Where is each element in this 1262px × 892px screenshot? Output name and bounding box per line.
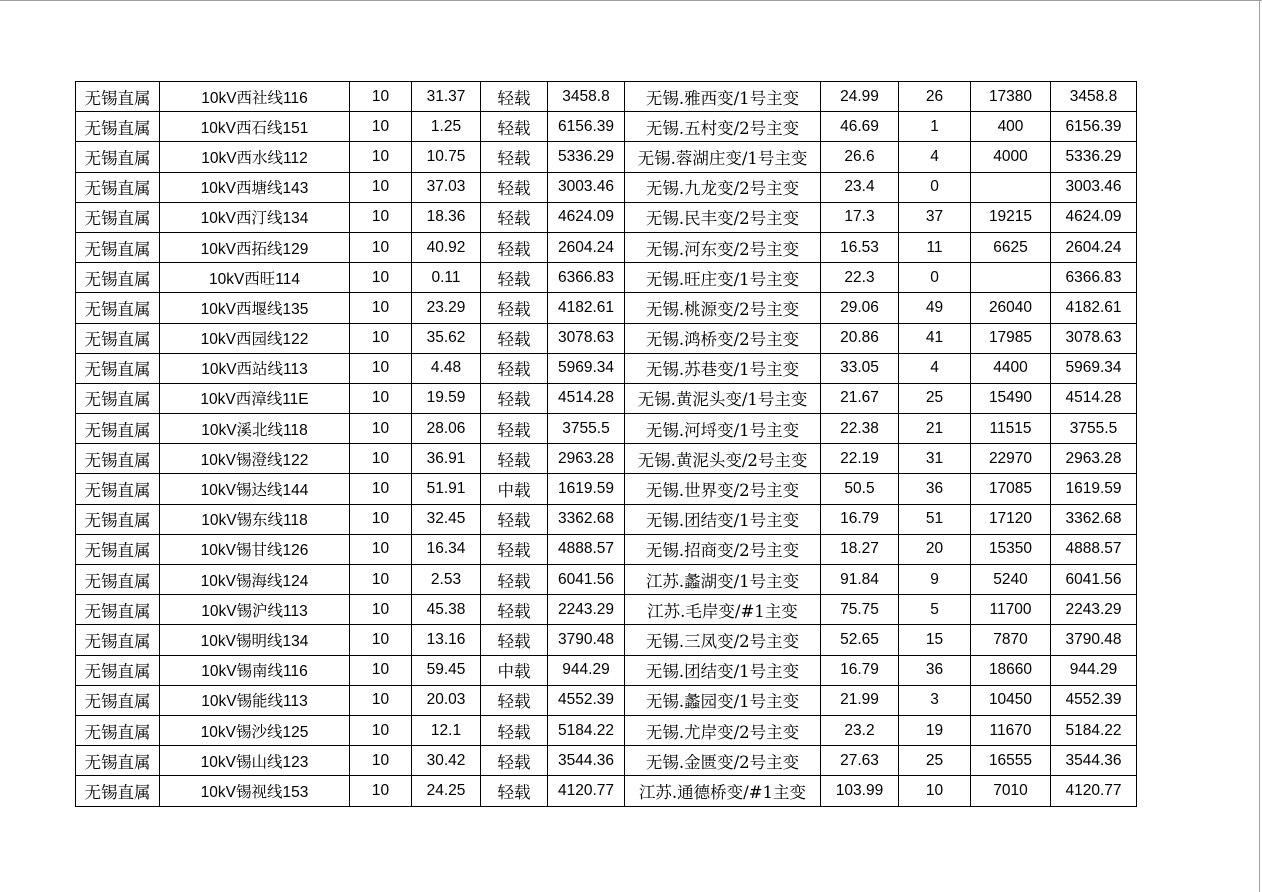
- line-name-cell: 10kV西旺114: [160, 263, 350, 293]
- table-row: [76, 353, 1137, 383]
- line-name-cell: 10kV锡甘线126: [160, 534, 350, 564]
- transformer-cell: 无锡.招商变/2号主变: [625, 534, 821, 564]
- user-count-cell: 5: [899, 595, 971, 625]
- load-rate-cell: 51.91: [412, 474, 481, 504]
- capacity-cell: 2604.24: [548, 232, 625, 262]
- load-rate-cell: 23.29: [412, 293, 481, 323]
- load-status-cell: 中载: [481, 474, 548, 504]
- unit-cell: 无锡直属: [76, 565, 160, 595]
- load-rate-cell: 31.37: [412, 82, 481, 112]
- transformer-cell: 无锡.团结变/1号主变: [625, 504, 821, 534]
- table-row: [76, 685, 1137, 715]
- user-count-cell: 0: [899, 263, 971, 293]
- transformer-load-cell: 22.38: [821, 414, 899, 444]
- transformer-load-cell: 91.84: [821, 565, 899, 595]
- line-name-cell: 10kV锡视线153: [160, 776, 350, 806]
- transformer-load-cell: 17.3: [821, 202, 899, 232]
- line-name-cell: 10kV溪北线118: [160, 414, 350, 444]
- load-status-cell: 轻载: [481, 142, 548, 172]
- capacity-cell: 4120.77: [548, 776, 625, 806]
- user-capacity-cell: 17380: [971, 82, 1051, 112]
- voltage-cell: 10: [350, 595, 412, 625]
- transformer-load-cell: 26.6: [821, 142, 899, 172]
- capacity-cell: 3458.8: [548, 82, 625, 112]
- capacity-cell: 6366.83: [548, 263, 625, 293]
- voltage-cell: 10: [350, 504, 412, 534]
- user-count-cell: 41: [899, 323, 971, 353]
- transformer-load-cell: 23.4: [821, 172, 899, 202]
- user-count-cell: 4: [899, 353, 971, 383]
- transformer-load-cell: 33.05: [821, 353, 899, 383]
- line-name-cell: 10kV西社线116: [160, 82, 350, 112]
- transformer-cell: 无锡.三凤变/2号主变: [625, 625, 821, 655]
- capacity-cell: 6041.56: [548, 565, 625, 595]
- transformer-load-cell: 22.19: [821, 444, 899, 474]
- line-name-cell: 10kV锡能线113: [160, 685, 350, 715]
- user-count-cell: 25: [899, 746, 971, 776]
- load-status-cell: 轻载: [481, 746, 548, 776]
- capacity-cell: 3362.68: [548, 504, 625, 534]
- line-name-cell: 10kV锡东线118: [160, 504, 350, 534]
- user-capacity-cell: 22970: [971, 444, 1051, 474]
- load-status-cell: 轻载: [481, 504, 548, 534]
- transformer-cell: 无锡.团结变/1号主变: [625, 655, 821, 685]
- available-capacity-cell: 3790.48: [1051, 625, 1137, 655]
- capacity-cell: 4624.09: [548, 202, 625, 232]
- capacity-cell: 4552.39: [548, 685, 625, 715]
- transformer-load-cell: 46.69: [821, 112, 899, 142]
- table-body: [76, 82, 1137, 807]
- capacity-cell: 2963.28: [548, 444, 625, 474]
- table-row: [76, 444, 1137, 474]
- load-status-cell: 轻载: [481, 323, 548, 353]
- transformer-cell: 无锡.苏巷变/1号主变: [625, 353, 821, 383]
- user-count-cell: 51: [899, 504, 971, 534]
- user-count-cell: 4: [899, 142, 971, 172]
- unit-cell: 无锡直属: [76, 685, 160, 715]
- transformer-cell: 江苏.通德桥变/#1主变: [625, 776, 821, 806]
- transformer-cell: 无锡.旺庄变/1号主变: [625, 263, 821, 293]
- user-count-cell: 20: [899, 534, 971, 564]
- transformer-cell: 无锡.鸿桥变/2号主变: [625, 323, 821, 353]
- user-capacity-cell: 11670: [971, 715, 1051, 745]
- available-capacity-cell: 6366.83: [1051, 263, 1137, 293]
- load-rate-cell: 28.06: [412, 414, 481, 444]
- line-name-cell: 10kV锡澄线122: [160, 444, 350, 474]
- table-row: [76, 746, 1137, 776]
- transformer-load-cell: 16.79: [821, 504, 899, 534]
- transformer-cell: 无锡.世界变/2号主变: [625, 474, 821, 504]
- transformer-cell: 无锡.黄泥头变/1号主变: [625, 383, 821, 413]
- page-top-border: [0, 0, 1262, 1]
- page-right-border: [1259, 0, 1260, 892]
- voltage-cell: 10: [350, 112, 412, 142]
- voltage-cell: 10: [350, 565, 412, 595]
- user-capacity-cell: 10450: [971, 685, 1051, 715]
- transformer-load-cell: 16.53: [821, 232, 899, 262]
- load-status-cell: 轻载: [481, 112, 548, 142]
- user-capacity-cell: 17120: [971, 504, 1051, 534]
- user-count-cell: 21: [899, 414, 971, 444]
- line-name-cell: 10kV西拓线129: [160, 232, 350, 262]
- load-rate-cell: 36.91: [412, 444, 481, 474]
- transformer-cell: 无锡.河埒变/1号主变: [625, 414, 821, 444]
- capacity-cell: 3790.48: [548, 625, 625, 655]
- load-status-cell: 轻载: [481, 715, 548, 745]
- transformer-load-cell: 52.65: [821, 625, 899, 655]
- table-row: [76, 414, 1137, 444]
- voltage-cell: 10: [350, 746, 412, 776]
- load-rate-cell: 16.34: [412, 534, 481, 564]
- unit-cell: 无锡直属: [76, 746, 160, 776]
- load-rate-cell: 24.25: [412, 776, 481, 806]
- load-status-cell: 轻载: [481, 172, 548, 202]
- voltage-cell: 10: [350, 776, 412, 806]
- available-capacity-cell: 4120.77: [1051, 776, 1137, 806]
- transformer-load-cell: 27.63: [821, 746, 899, 776]
- user-capacity-cell: 7870: [971, 625, 1051, 655]
- load-status-cell: 轻载: [481, 444, 548, 474]
- table-row: [76, 474, 1137, 504]
- table-row: [76, 232, 1137, 262]
- available-capacity-cell: 3755.5: [1051, 414, 1137, 444]
- unit-cell: 无锡直属: [76, 625, 160, 655]
- available-capacity-cell: 4552.39: [1051, 685, 1137, 715]
- load-status-cell: 轻载: [481, 202, 548, 232]
- load-rate-cell: 0.11: [412, 263, 481, 293]
- unit-cell: 无锡直属: [76, 353, 160, 383]
- transformer-load-cell: 23.2: [821, 715, 899, 745]
- table-row: [76, 504, 1137, 534]
- load-rate-cell: 35.62: [412, 323, 481, 353]
- user-count-cell: 36: [899, 655, 971, 685]
- capacity-cell: 1619.59: [548, 474, 625, 504]
- load-rate-cell: 45.38: [412, 595, 481, 625]
- load-status-cell: 轻载: [481, 232, 548, 262]
- table-row: [76, 776, 1137, 806]
- table-row: [76, 82, 1137, 112]
- user-capacity-cell: 17985: [971, 323, 1051, 353]
- unit-cell: 无锡直属: [76, 504, 160, 534]
- available-capacity-cell: 3078.63: [1051, 323, 1137, 353]
- unit-cell: 无锡直属: [76, 112, 160, 142]
- line-name-cell: 10kV西园线122: [160, 323, 350, 353]
- user-capacity-cell: [971, 172, 1051, 202]
- line-name-cell: 10kV锡海线124: [160, 565, 350, 595]
- voltage-cell: 10: [350, 82, 412, 112]
- transformer-cell: 无锡.雅西变/1号主变: [625, 82, 821, 112]
- load-rate-cell: 40.92: [412, 232, 481, 262]
- unit-cell: 无锡直属: [76, 534, 160, 564]
- unit-cell: 无锡直属: [76, 323, 160, 353]
- unit-cell: 无锡直属: [76, 776, 160, 806]
- transformer-cell: 无锡.民丰变/2号主变: [625, 202, 821, 232]
- capacity-cell: 5184.22: [548, 715, 625, 745]
- table-row: [76, 655, 1137, 685]
- transformer-cell: 无锡.九龙变/2号主变: [625, 172, 821, 202]
- transformer-load-cell: 18.27: [821, 534, 899, 564]
- available-capacity-cell: 2604.24: [1051, 232, 1137, 262]
- user-count-cell: 15: [899, 625, 971, 655]
- transformer-load-cell: 29.06: [821, 293, 899, 323]
- user-count-cell: 9: [899, 565, 971, 595]
- voltage-cell: 10: [350, 353, 412, 383]
- load-status-cell: 轻载: [481, 565, 548, 595]
- load-rate-cell: 1.25: [412, 112, 481, 142]
- user-capacity-cell: 6625: [971, 232, 1051, 262]
- line-name-cell: 10kV西石线151: [160, 112, 350, 142]
- transformer-cell: 无锡.尤岸变/2号主变: [625, 715, 821, 745]
- user-capacity-cell: 400: [971, 112, 1051, 142]
- line-name-cell: 10kV西水线112: [160, 142, 350, 172]
- capacity-cell: 3003.46: [548, 172, 625, 202]
- load-status-cell: 轻载: [481, 776, 548, 806]
- voltage-cell: 10: [350, 202, 412, 232]
- capacity-cell: 5969.34: [548, 353, 625, 383]
- capacity-cell: 4888.57: [548, 534, 625, 564]
- load-rate-cell: 4.48: [412, 353, 481, 383]
- table-row: [76, 625, 1137, 655]
- line-name-cell: 10kV西塘线143: [160, 172, 350, 202]
- capacity-cell: 3078.63: [548, 323, 625, 353]
- load-rate-cell: 18.36: [412, 202, 481, 232]
- user-count-cell: 37: [899, 202, 971, 232]
- voltage-cell: 10: [350, 474, 412, 504]
- load-rate-cell: 59.45: [412, 655, 481, 685]
- user-capacity-cell: 5240: [971, 565, 1051, 595]
- voltage-cell: 10: [350, 715, 412, 745]
- capacity-cell: 944.29: [548, 655, 625, 685]
- available-capacity-cell: 5969.34: [1051, 353, 1137, 383]
- voltage-cell: 10: [350, 263, 412, 293]
- unit-cell: 无锡直属: [76, 444, 160, 474]
- capacity-cell: 5336.29: [548, 142, 625, 172]
- load-rate-cell: 32.45: [412, 504, 481, 534]
- capacity-cell: 2243.29: [548, 595, 625, 625]
- user-capacity-cell: 18660: [971, 655, 1051, 685]
- unit-cell: 无锡直属: [76, 263, 160, 293]
- voltage-cell: 10: [350, 232, 412, 262]
- unit-cell: 无锡直属: [76, 202, 160, 232]
- table-row: [76, 263, 1137, 293]
- load-rate-cell: 19.59: [412, 383, 481, 413]
- transformer-load-cell: 21.67: [821, 383, 899, 413]
- transformer-cell: 江苏.毛岸变/#1主变: [625, 595, 821, 625]
- transformer-cell: 无锡.蓉湖庄变/1号主变: [625, 142, 821, 172]
- unit-cell: 无锡直属: [76, 655, 160, 685]
- unit-cell: 无锡直属: [76, 383, 160, 413]
- user-capacity-cell: [971, 263, 1051, 293]
- load-status-cell: 轻载: [481, 414, 548, 444]
- line-name-cell: 10kV西汀线134: [160, 202, 350, 232]
- available-capacity-cell: 3458.8: [1051, 82, 1137, 112]
- load-status-cell: 轻载: [481, 263, 548, 293]
- table-row: [76, 293, 1137, 323]
- line-name-cell: 10kV锡山线123: [160, 746, 350, 776]
- voltage-cell: 10: [350, 534, 412, 564]
- line-name-cell: 10kV西漳线11E: [160, 383, 350, 413]
- available-capacity-cell: 3544.36: [1051, 746, 1137, 776]
- capacity-cell: 3544.36: [548, 746, 625, 776]
- available-capacity-cell: 4514.28: [1051, 383, 1137, 413]
- table-row: [76, 142, 1137, 172]
- line-name-cell: 10kV锡明线134: [160, 625, 350, 655]
- available-capacity-cell: 5184.22: [1051, 715, 1137, 745]
- voltage-cell: 10: [350, 142, 412, 172]
- user-count-cell: 19: [899, 715, 971, 745]
- table-row: [76, 112, 1137, 142]
- transformer-cell: 无锡.金匮变/2号主变: [625, 746, 821, 776]
- load-status-cell: 轻载: [481, 353, 548, 383]
- user-count-cell: 25: [899, 383, 971, 413]
- user-count-cell: 11: [899, 232, 971, 262]
- user-count-cell: 0: [899, 172, 971, 202]
- available-capacity-cell: 1619.59: [1051, 474, 1137, 504]
- transformer-load-cell: 50.5: [821, 474, 899, 504]
- voltage-cell: 10: [350, 685, 412, 715]
- user-capacity-cell: 26040: [971, 293, 1051, 323]
- line-name-cell: 10kV锡南线116: [160, 655, 350, 685]
- user-capacity-cell: 7010: [971, 776, 1051, 806]
- load-status-cell: 轻载: [481, 685, 548, 715]
- voltage-cell: 10: [350, 625, 412, 655]
- available-capacity-cell: 4624.09: [1051, 202, 1137, 232]
- voltage-cell: 10: [350, 172, 412, 202]
- capacity-cell: 3755.5: [548, 414, 625, 444]
- line-name-cell: 10kV锡达线144: [160, 474, 350, 504]
- unit-cell: 无锡直属: [76, 142, 160, 172]
- transformer-load-cell: 20.86: [821, 323, 899, 353]
- line-name-cell: 10kV西堰线135: [160, 293, 350, 323]
- available-capacity-cell: 4888.57: [1051, 534, 1137, 564]
- load-status-cell: 轻载: [481, 82, 548, 112]
- transformer-cell: 无锡.河东变/2号主变: [625, 232, 821, 262]
- transformer-load-cell: 75.75: [821, 595, 899, 625]
- unit-cell: 无锡直属: [76, 172, 160, 202]
- table-row: [76, 323, 1137, 353]
- available-capacity-cell: 2963.28: [1051, 444, 1137, 474]
- load-status-cell: 轻载: [481, 293, 548, 323]
- load-rate-cell: 10.75: [412, 142, 481, 172]
- capacity-cell: 4182.61: [548, 293, 625, 323]
- load-status-cell: 轻载: [481, 595, 548, 625]
- line-name-cell: 10kV西站线113: [160, 353, 350, 383]
- transformer-cell: 无锡.蠡园变/1号主变: [625, 685, 821, 715]
- user-capacity-cell: 19215: [971, 202, 1051, 232]
- capacity-cell: 6156.39: [548, 112, 625, 142]
- unit-cell: 无锡直属: [76, 82, 160, 112]
- user-count-cell: 49: [899, 293, 971, 323]
- user-count-cell: 10: [899, 776, 971, 806]
- voltage-cell: 10: [350, 293, 412, 323]
- voltage-cell: 10: [350, 323, 412, 353]
- load-status-cell: 轻载: [481, 383, 548, 413]
- unit-cell: 无锡直属: [76, 232, 160, 262]
- available-capacity-cell: 3362.68: [1051, 504, 1137, 534]
- available-capacity-cell: 6156.39: [1051, 112, 1137, 142]
- user-capacity-cell: 11515: [971, 414, 1051, 444]
- table-row: [76, 202, 1137, 232]
- line-name-cell: 10kV锡沪线113: [160, 595, 350, 625]
- voltage-cell: 10: [350, 383, 412, 413]
- table-row: [76, 534, 1137, 564]
- voltage-cell: 10: [350, 414, 412, 444]
- available-capacity-cell: 2243.29: [1051, 595, 1137, 625]
- transformer-cell: 江苏.蠡湖变/1号主变: [625, 565, 821, 595]
- transformer-load-cell: 103.99: [821, 776, 899, 806]
- user-count-cell: 36: [899, 474, 971, 504]
- table-row: [76, 383, 1137, 413]
- transformer-load-cell: 24.99: [821, 82, 899, 112]
- table-row: [76, 715, 1137, 745]
- user-capacity-cell: 16555: [971, 746, 1051, 776]
- available-capacity-cell: 6041.56: [1051, 565, 1137, 595]
- transformer-load-cell: 16.79: [821, 655, 899, 685]
- user-capacity-cell: 15490: [971, 383, 1051, 413]
- unit-cell: 无锡直属: [76, 474, 160, 504]
- voltage-cell: 10: [350, 655, 412, 685]
- transformer-cell: 无锡.黄泥头变/2号主变: [625, 444, 821, 474]
- user-capacity-cell: 11700: [971, 595, 1051, 625]
- load-rate-cell: 37.03: [412, 172, 481, 202]
- user-capacity-cell: 17085: [971, 474, 1051, 504]
- line-name-cell: 10kV锡沙线125: [160, 715, 350, 745]
- feeder-load-table: [75, 81, 1137, 807]
- transformer-cell: 无锡.五村变/2号主变: [625, 112, 821, 142]
- load-rate-cell: 30.42: [412, 746, 481, 776]
- available-capacity-cell: 944.29: [1051, 655, 1137, 685]
- table-row: [76, 565, 1137, 595]
- transformer-load-cell: 22.3: [821, 263, 899, 293]
- user-count-cell: 1: [899, 112, 971, 142]
- unit-cell: 无锡直属: [76, 595, 160, 625]
- load-rate-cell: 20.03: [412, 685, 481, 715]
- load-status-cell: 中载: [481, 655, 548, 685]
- transformer-load-cell: 21.99: [821, 685, 899, 715]
- user-capacity-cell: 15350: [971, 534, 1051, 564]
- available-capacity-cell: 5336.29: [1051, 142, 1137, 172]
- user-capacity-cell: 4000: [971, 142, 1051, 172]
- load-status-cell: 轻载: [481, 625, 548, 655]
- load-status-cell: 轻载: [481, 534, 548, 564]
- unit-cell: 无锡直属: [76, 293, 160, 323]
- transformer-cell: 无锡.桃源变/2号主变: [625, 293, 821, 323]
- load-rate-cell: 13.16: [412, 625, 481, 655]
- unit-cell: 无锡直属: [76, 715, 160, 745]
- capacity-cell: 4514.28: [548, 383, 625, 413]
- available-capacity-cell: 4182.61: [1051, 293, 1137, 323]
- table-row: [76, 172, 1137, 202]
- load-rate-cell: 12.1: [412, 715, 481, 745]
- user-capacity-cell: 4400: [971, 353, 1051, 383]
- load-rate-cell: 2.53: [412, 565, 481, 595]
- table-row: [76, 595, 1137, 625]
- user-count-cell: 31: [899, 444, 971, 474]
- unit-cell: 无锡直属: [76, 414, 160, 444]
- user-count-cell: 3: [899, 685, 971, 715]
- user-count-cell: 26: [899, 82, 971, 112]
- available-capacity-cell: 3003.46: [1051, 172, 1137, 202]
- voltage-cell: 10: [350, 444, 412, 474]
